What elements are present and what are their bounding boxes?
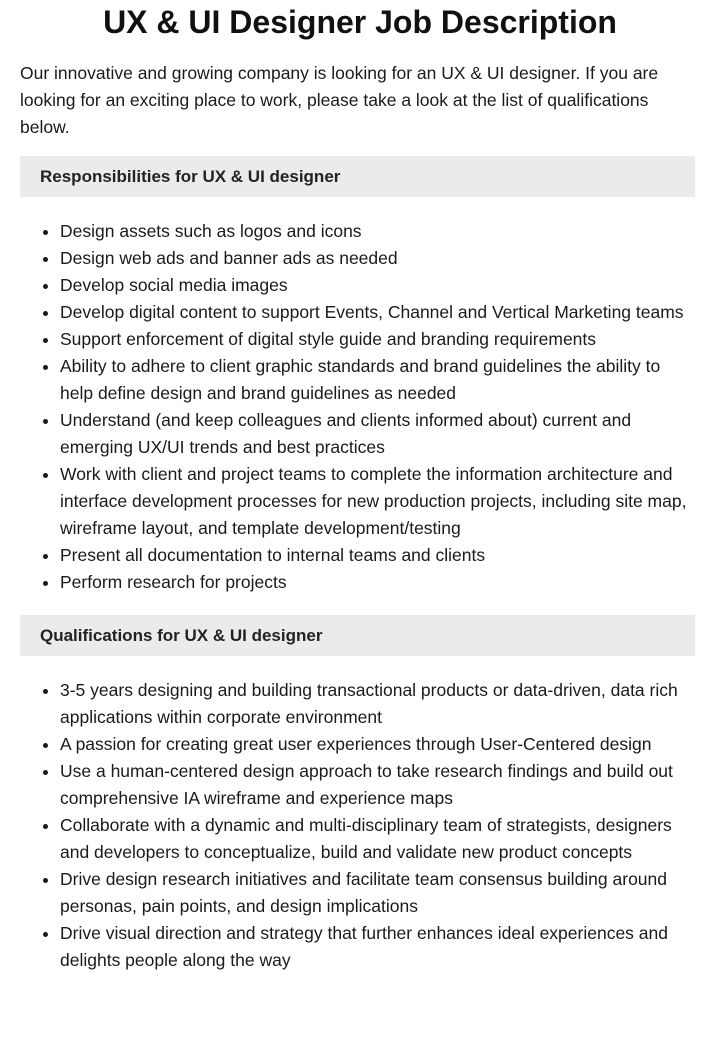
list-item: • A passion for creating great user experiences through User-Centered design [60, 731, 690, 758]
list-item: • Present all documentation to internal teams and clients [60, 542, 690, 569]
list-item: • Use a human-centered design approach to take research findings and build out comprehensive IA wireframe and experience maps [60, 758, 690, 812]
list-item: • Work with client and project teams to complete the information architecture and interface development processes for new production projects, including site map, wireframe layout, and template development/testing [60, 461, 690, 542]
list-item: • Develop digital content to support Events, Channel and Vertical Marketing teams [60, 299, 690, 326]
responsibilities-heading: Responsibilities for UX & UI designer [20, 156, 695, 197]
list-item: • Perform research for projects [60, 569, 690, 596]
list-item: • Drive visual direction and strategy that further enhances ideal experiences and delights people along the way [60, 920, 690, 974]
list-item: • Drive design research initiatives and facilitate team consensus building around personas, pain points, and design implications [60, 866, 690, 920]
list-item: • Support enforcement of digital style guide and branding requirements [60, 326, 690, 353]
list-item: • Collaborate with a dynamic and multi-disciplinary team of strategists, designers and developers to conceptualize, build and validate new product concepts [60, 812, 690, 866]
qualifications-list [0, 677, 690, 974]
list-item: • Design web ads and banner ads as needed [60, 245, 690, 272]
list-item: • Ability to adhere to client graphic standards and brand guidelines the ability to help define design and brand guidelines as needed [60, 353, 690, 407]
list-item: • Understand (and keep colleagues and clients informed about) current and emerging UX/UI trends and best practices [60, 407, 690, 461]
intro-paragraph: Our innovative and growing company is looking for an UX & UI designer. If you are looking for an exciting place to work, please take a look at the list of qualifications below. [20, 63, 659, 137]
qualifications-heading: Qualifications for UX & UI designer [20, 615, 695, 656]
list-item: • Develop social media images [60, 272, 690, 299]
page-title: UX & UI Designer Job Description [103, 4, 617, 40]
list-item: • Design assets such as logos and icons [60, 218, 690, 245]
responsibilities-list [0, 218, 690, 596]
list-item: • 3-5 years designing and building transactional products or data-driven, data rich applications within corporate environment [60, 677, 690, 731]
